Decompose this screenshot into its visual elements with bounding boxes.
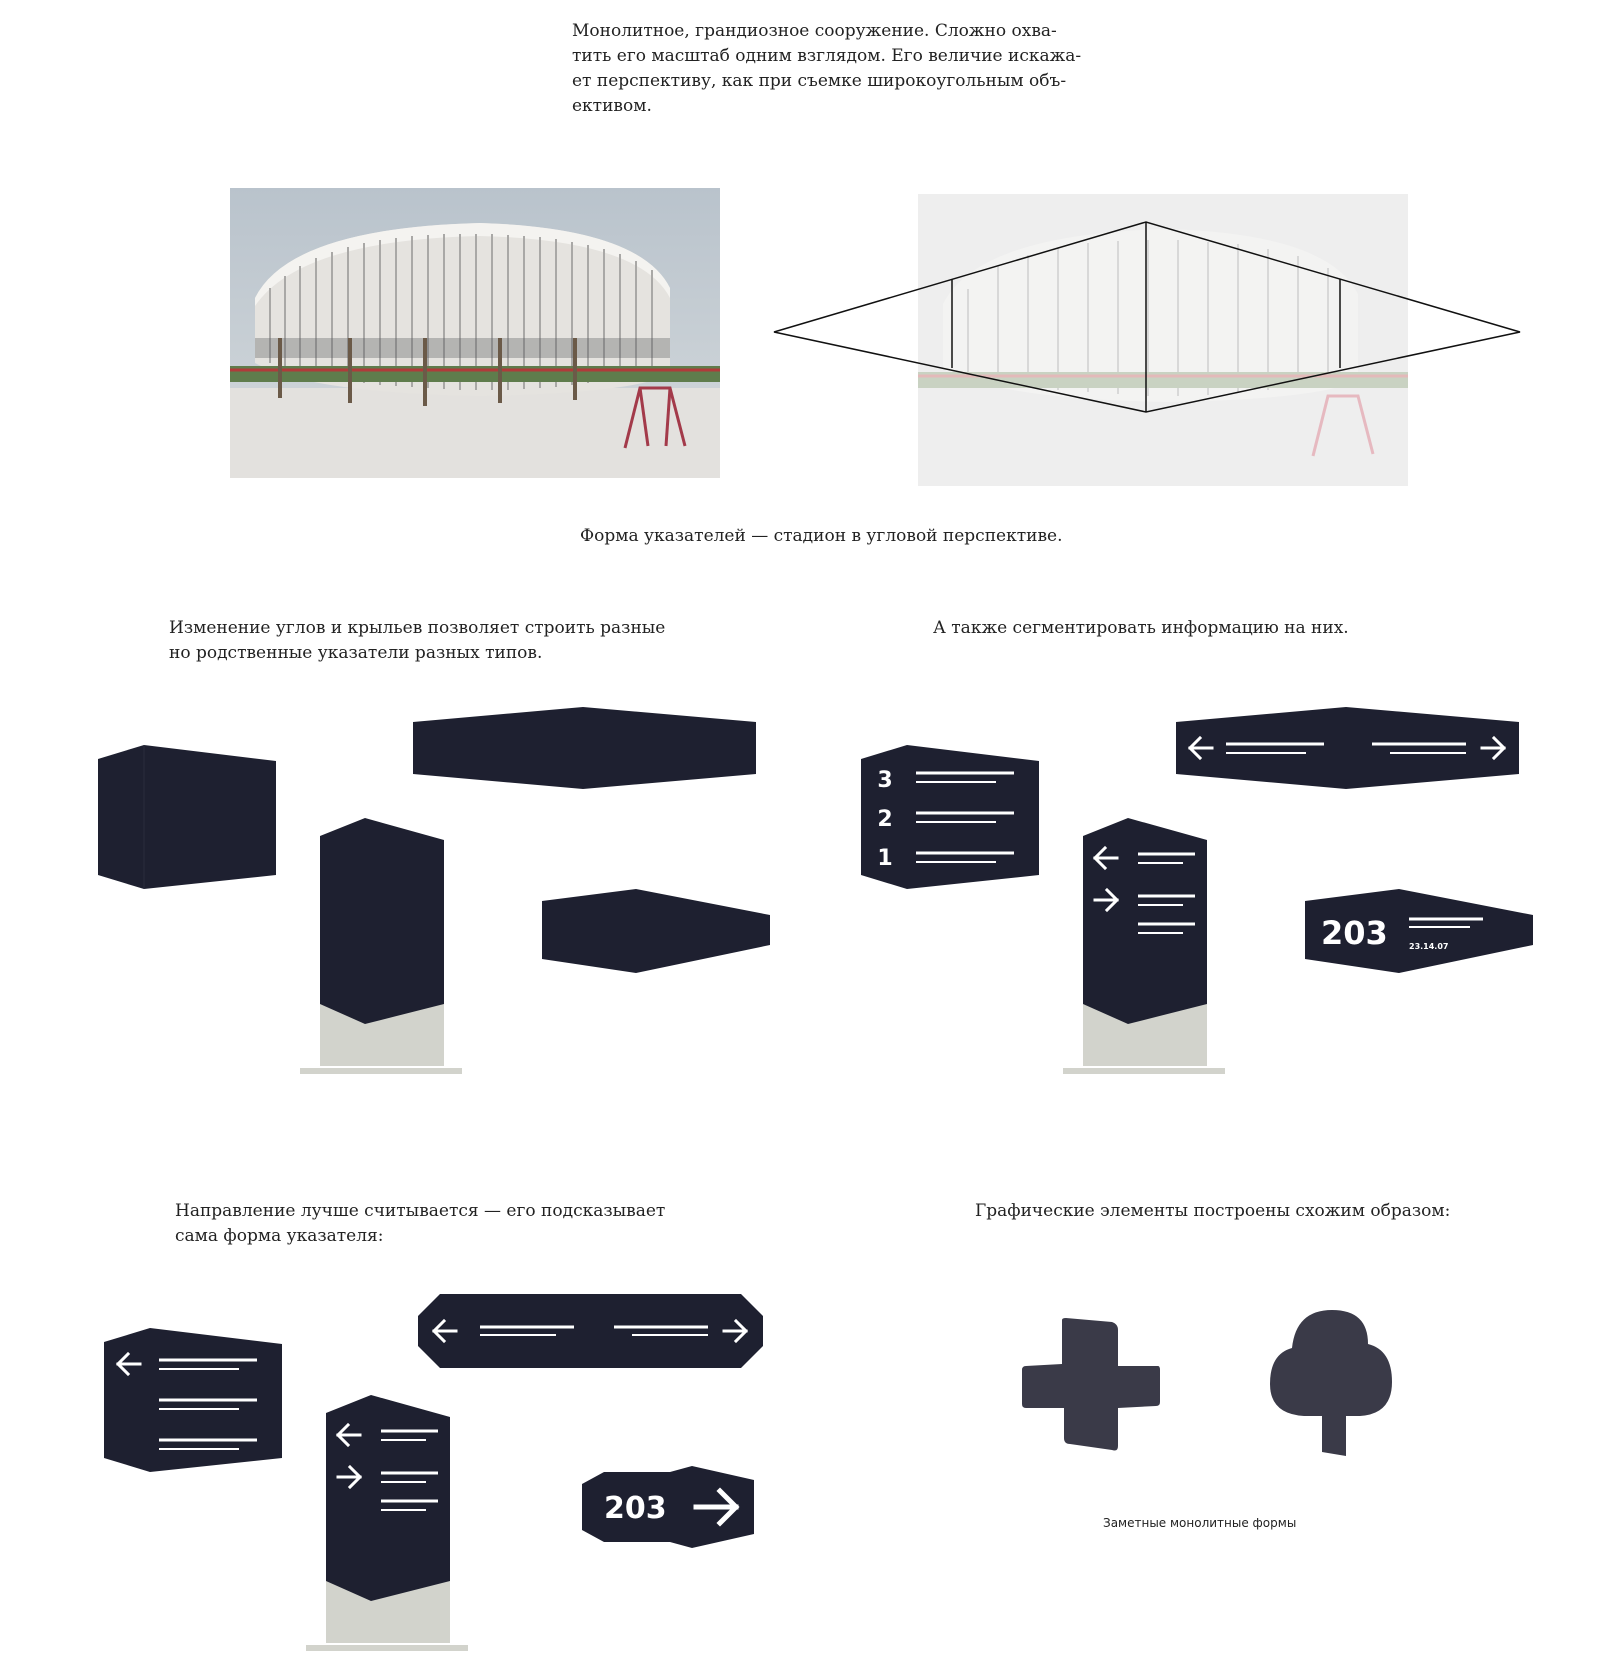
blank-pylon-sign <box>300 818 466 1078</box>
shapes-right-text: А также сегментировать информацию на них. <box>933 618 1349 638</box>
blank-low-sign <box>542 889 772 975</box>
room-date: 23.14.07 <box>1409 942 1449 951</box>
direction-right-text: Графические элементы построены схожим образом: <box>975 1201 1451 1221</box>
floor-number-1: 1 <box>877 846 893 871</box>
photo-caption: Форма указателей — стадион в угловой перспективе. <box>580 526 1063 546</box>
floor-number-3: 3 <box>877 768 893 793</box>
room-arrow-sign <box>582 1466 754 1548</box>
room-number-sign <box>1305 889 1535 975</box>
directional-pylon-sign <box>1063 818 1229 1078</box>
blank-box-sign <box>98 745 278 891</box>
tree-icon <box>1270 1310 1392 1460</box>
left-arrow-box-sign <box>104 1328 284 1474</box>
stadium-photo <box>230 188 720 478</box>
shapes-left-text: Изменение углов и крыльев позволяет строить разные но родственные указатели разных типов. <box>169 618 666 663</box>
two-way-pointed-sign <box>418 1294 763 1368</box>
floor-number-2: 2 <box>877 807 893 832</box>
direction-left-text: Направление лучше считывается — его подсказывает сама форма указателя: <box>175 1201 666 1246</box>
stadium-perspective-diagram <box>772 194 1522 486</box>
directional-pylon-sign-2 <box>306 1395 472 1655</box>
room-number-2: 203 <box>604 1491 667 1526</box>
two-way-wide-sign <box>1176 707 1521 789</box>
floor-directory-sign <box>861 745 1041 891</box>
cross-icon <box>1022 1318 1162 1452</box>
intro-paragraph: Монолитное, грандиозное сооружение. Сложно охва- тить его масштаб одним взглядом. Его величие искажа- ет перспективу, как при съемке широкоугольным объ- ективом. <box>572 21 1082 116</box>
blank-wide-sign <box>413 707 758 789</box>
room-number: 203 <box>1321 914 1388 952</box>
icons-caption: Заметные монолитные формы <box>1103 1516 1297 1530</box>
